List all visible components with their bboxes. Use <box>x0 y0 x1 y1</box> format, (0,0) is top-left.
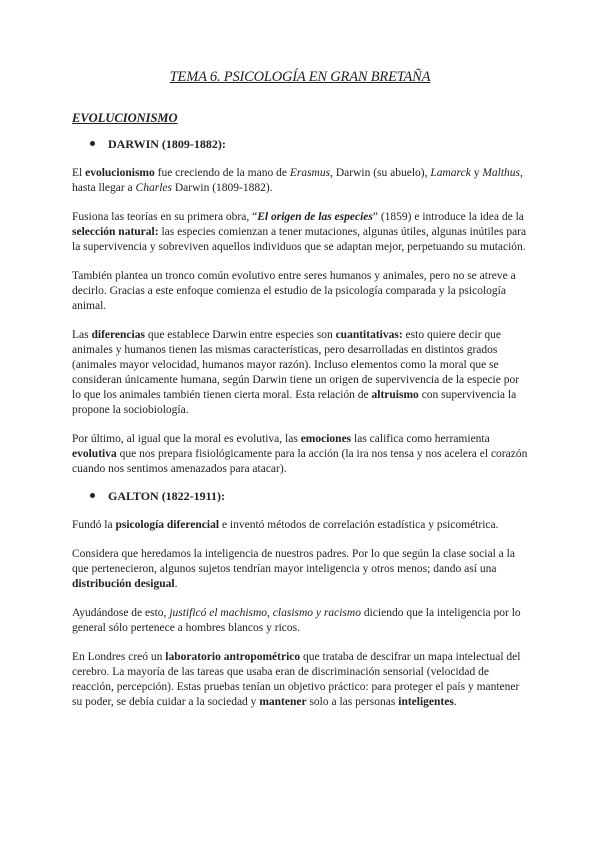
darwin-paragraph-5: Por último, al igual que la moral es evolutiva, las emociones las califica como herramienta evolutiva que nos prepara fisiológicamente para la acción (la ira nos tensa y nos acelera el corazón cuando nos sentimos amenazados para atacar). <box>72 433 528 475</box>
galton-heading: GALTON (1822-1911): <box>108 489 226 503</box>
darwin-heading: DARWIN (1809-1882): <box>108 137 226 151</box>
galton-paragraph-3: Ayudándose de esto, justificó el machismo, clasismo y racismo diciendo que la inteligencia por lo general sólo pertenece a hombres blancos y ricos. <box>72 607 521 634</box>
galton-paragraph-1: Fundó la psicología diferencial e inventó métodos de correlación estadística y psicométrica. <box>72 519 499 531</box>
bullet-dot-icon <box>90 493 95 498</box>
bullet-dot-icon <box>90 141 95 146</box>
bullet-darwin <box>90 137 528 152</box>
section-heading: EVOLUCIONISMO <box>72 111 178 125</box>
galton-paragraph-2: Considera que heredamos la inteligencia de nuestros padres. Por lo que según la clase social a la que pertenecieron, algunos sujetos tendrían mayor inteligencia y otros menos; dando así una distribución desigual. <box>72 548 515 590</box>
darwin-paragraph-2: Fusiona las teorías en su primera obra, “El origen de las especies” (1859) e introduce la idea de la selección natural: las especies comienzan a tener mutaciones, algunas útiles, algunas inútiles para la supervivencia y sobreviven aquellos individuos que se adaptan mejor, perpetuando su mutación. <box>72 211 527 253</box>
page-title: TEMA 6. PSICOLOGÍA EN GRAN BRETAÑA <box>169 69 431 85</box>
bullet-galton <box>90 489 528 504</box>
galton-paragraph-4: En Londres creó un laboratorio antropométrico que trataba de descifrar un mapa intelectual del cerebro. La mayoría de las tareas que usaba eran de discriminación sensorial (velocidad de reacción, percepción). Estas pruebas tenían un objetivo práctico: para proteger el país y mantener su poder, se debía cuidar a la sociedad y mantener solo a las personas inteligentes. <box>72 651 521 708</box>
darwin-paragraph-4: Las diferencias que establece Darwin entre especies son cuantitativas: esto quiere decir que animales y humanos tienen las mismas características, pero desarrolladas en distintos grados (animales mayor velocidad, humanos mayor razón). Incluso elementos como la moral que se consideran únicamente humana, según Darwin tiene un origen de supervivencia de la especie por lo que los animales también tienen cierta moral. Esta relación de altruismo con supervivencia la propone la sociobiología. <box>72 329 520 416</box>
darwin-paragraph-1: El evolucionismo fue creciendo de la mano de Erasmus, Darwin (su abuelo), Lamarck y Malthus, hasta llegar a Charles Darwin (1809-1882). <box>72 167 523 194</box>
darwin-paragraph-3: También plantea un tronco común evolutivo entre seres humanos y animales, pero no se atreve a decirlo. Gracias a este enfoque comienza el estudio de la psicología comparada y la psicología animal. <box>72 270 516 312</box>
